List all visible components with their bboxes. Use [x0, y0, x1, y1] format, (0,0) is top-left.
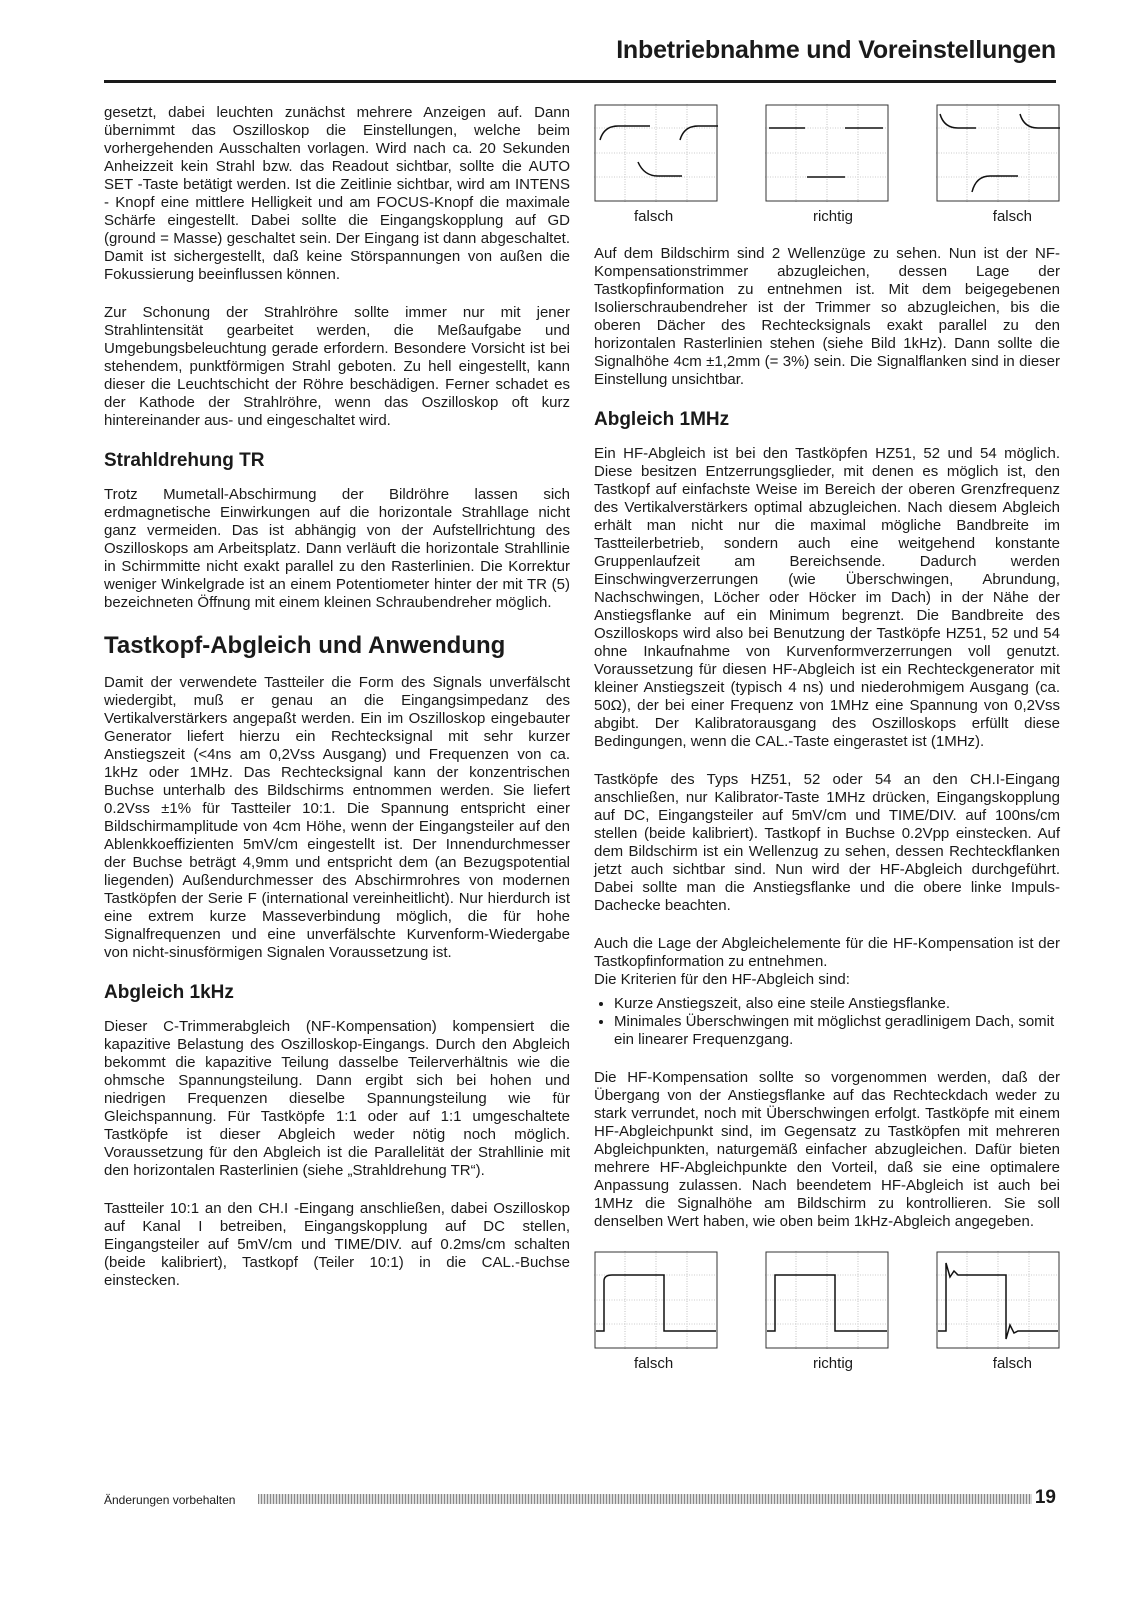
paragraph: gesetzt, dabei leuchten zunächst mehrere Anzeigen auf. Dann übernimmt das Oszilloskop die Einstellungen, welche beim vorhergehenden Ausschalten vorlagen. Wird nach ca. 20 Sekunden Anheizzeit kein Strahl bzw. das Readout sichtbar, sollte die AUTO SET -Taste betätigt werden. Ist die Zeitlinie sichtbar, wird am INTENS - Knopf eine mittlere Helligkeit und am FOCUS-Knopf die maximale Schärfe eingestellt. Dabei sollte die Eingangskopplung auf GD (ground = Masse) geschaltet sein. Der Eingang ist dann abgeschaltet. Damit ist sichergestellt, daß keine Störspannungen von außen die Fokussierung beeinflussen können. [104, 104, 570, 283]
footer-bar [258, 1494, 1032, 1504]
header-rule [104, 80, 1056, 83]
left-column [104, 104, 570, 1310]
caption-wrong: falsch [992, 1355, 1032, 1372]
scope-screen-correct [765, 104, 889, 202]
scope-screen-correct [765, 1251, 889, 1349]
criteria-list [594, 995, 1060, 1049]
chapter-heading: Tastkopf-Abgleich und Anwendung [104, 632, 506, 659]
paragraph: Auf dem Bildschirm sind 2 Wellenzüge zu sehen. Nun ist der NF-Kompensationstrimmer abzugleichen, dessen Lage der Tastkopfinformation zu entnehmen ist. Mit dem beigegebenen Isolierschraubendreher ist der Trimmer so abzugleichen, bis die oberen Dächer des Rechtecksignals exakt parallel zu den horizontalen Rasterlinien stehen (siehe Bild 1kHz). Dann sollte die Signalhöhe 4cm ±1,2mm (= 3%) sein. Die Signalflanken sind in dieser Einstellung unsichtbar. [594, 245, 1060, 388]
right-column [594, 104, 1060, 1372]
section-heading: Strahldrehung TR [104, 450, 265, 471]
scope-screen-wrong-rounded [594, 1251, 718, 1349]
figure-1mhz [594, 1251, 1060, 1349]
paragraph: Damit der verwendete Tastteiler die Form des Signals unverfälscht wiedergibt, muß er genau an die Eingangsimpedanz des Vertikalverstärkers angepaßt werden. Ein im Oszilloskop eingebauter Generator liefert hierzu ein Rechtecksignal mit sehr kurzer Anstiegszeit (<4ns am 0,2Vss Ausgang) und Frequenzen von ca. 1kHz oder 1MHz. Das Rechtecksignal kann der konzentrischen Buchse unterhalb des Bildschirms entnommen werden. Sie liefert 0.2Vss ±1% für Tastteiler 10:1. Die Spannung entspricht einer Bildschirmamplitude von 4cm Höhe, wenn der Eingangsteiler auf den Ablenkkoeffizienten 5mV/cm eingestellt ist. Der Innendurchmesser der Buchse beträgt 4,9mm und entspricht dem (an Bezugspotential liegenden) Außendurchmesser des Abschirmrohres von modernen Tastköpfen der Serie F (international vereinheitlicht). Nur hierdurch ist eine extrem kurze Masseverbindung möglich, die für hohe Signalfrequenzen und eine unverfälschte Kurvenform-Wiedergabe von nicht-sinusförmigen Signalen Voraussetzung ist. [104, 674, 570, 961]
scope-screen-wrong-overcompensated [594, 104, 718, 202]
footer-note: Änderungen vorbehalten [104, 1493, 236, 1507]
scope-screen-wrong-overshoot [936, 1251, 1060, 1349]
paragraph: Zur Schonung der Strahlröhre sollte immer nur mit jener Strahlintensität gearbeitet werden, die Meßaufgabe und Umgebungsbeleuchtung gerade erfordern. Besondere Vorsicht ist bei stehendem, punktförmigen Strahl geboten. Zu hell eingestellt, kann dieser die Leuchtschicht der Röhre beschädigen. Ferner schadet es der Kathode der Strahlröhre, wenn das Oszilloskop oft kurz hintereinander aus- und eingeschaltet wird. [104, 304, 570, 429]
section-heading: Abgleich 1kHz [104, 982, 234, 1003]
paragraph: Auch die Lage der Abgleichelemente für die HF-Kompensation ist der Tastkopfinformation zu entnehmen. [594, 935, 1060, 970]
caption-correct: richtig [812, 208, 853, 225]
scope-screen-wrong-undercompensated [936, 104, 1060, 202]
paragraph: Die Kriterien für den HF-Abgleich sind: [594, 971, 850, 988]
caption-correct: richtig [812, 1355, 853, 1372]
paragraph: Tastköpfe des Typs HZ51, 52 oder 54 an den CH.I-Eingang anschließen, nur Kalibrator-Taste 1MHz drücken, Eingangskopplung auf DC, Eingangsteiler auf 5mV/cm und TIME/DIV. auf 100ns/cm stellen (beide kalibriert). Tastkopf in Buchse 0.2Vpp einstecken. Auf dem Bildschirm ist ein Wellenzug zu sehen, dessen Rechteckflanken jetzt auch sichtbar sind. Nun wird der HF-Abgleich durchgeführt. Dabei sollte man die Anstiegsflanke und die obere linke Impuls-Dachecke beachten. [594, 771, 1060, 914]
list-item: • Minimales Überschwingen mit möglichst geradlinigem Dach, somit ein linearer Frequenzgang. [614, 1013, 1060, 1049]
paragraph: Trotz Mumetall-Abschirmung der Bildröhre lassen sich erdmagnetische Einwirkungen auf die horizontale Strahllage nicht ganz vermeiden. Das ist abhängig von der Aufstellrichtung des Oszilloskops am Arbeitsplatz. Dann verläuft die horizontale Strahllinie in Schirmmitte nicht exakt parallel zu den Rasterlinien. Die Korrektur weniger Winkelgrade ist an einem Potentiometer hinter der mit TR (5) bezeichneten Öffnung mit einem kleinen Schraubendreher möglich. [104, 486, 570, 611]
caption-wrong: falsch [634, 1355, 674, 1372]
list-item: • Kurze Anstiegszeit, also eine steile Anstiegsflanke. [614, 995, 1060, 1013]
caption-wrong: falsch [634, 208, 674, 225]
figure-1khz-captions [594, 208, 1060, 225]
page-number: 19 [1034, 1487, 1056, 1508]
paragraph: Dieser C-Trimmerabgleich (NF-Kompensation) kompensiert die kapazitive Belastung des Oszilloskop-Eingangs. Durch den Abgleich bekommt die kapazitive Teilung dasselbe Teilerverhältnis wie die ohmsche Spannungsteilung. Dann ergibt sich bei hohen und niedrigen Frequenzen dieselbe Spannungsteilung wie für Gleichspannung. Für Tastköpfe 1:1 oder auf 1:1 umgeschaltete Tastköpfe ist dieser Abgleich weder nötig noch möglich. Voraussetzung für den Abgleich ist die Parallelität der Strahllinie mit den horizontalen Rasterlinien (siehe „Strahldrehung TR“). [104, 1018, 570, 1179]
figure-1mhz-captions [594, 1355, 1060, 1372]
paragraph: Tastteiler 10:1 an den CH.I -Eingang anschließen, dabei Oszilloskop auf Kanal I betreiben, Eingangskopplung auf DC stellen, Eingangsteiler auf 5mV/cm und TIME/DIV. auf 0.2ms/cm schalten (beide kalibriert), Tastkopf (Teiler 10:1) in die CAL.-Buchse einstecken. [104, 1200, 570, 1289]
page-title: Inbetriebnahme und Voreinstellungen [616, 36, 1056, 64]
caption-wrong: falsch [992, 208, 1032, 225]
paragraph: Die HF-Kompensation sollte so vorgenommen werden, daß der Übergang von der Anstiegsflanke auf das Rechteckdach weder zu stark verrundet, noch mit Überschwingen erfolgt. Tastköpfe mit einem HF-Abgleichpunkt sind, im Gegensatz zu Tastköpfen mit mehreren Abgleichpunkten, naturgemäß einfacher abzugleichen. Dafür bieten mehrere HF-Abgleichpunkte den Vorteil, daß sie eine optimalere Anpassung zulassen. Nach beendetem HF-Abgleich ist auch bei 1MHz die Signalhöhe am Bildschirm zu kontrollieren. Sie soll denselben Wert haben, wie oben beim 1kHz-Abgleich angegeben. [594, 1069, 1060, 1230]
section-heading: Abgleich 1MHz [594, 409, 730, 430]
figure-1khz [594, 104, 1060, 202]
paragraph: Ein HF-Abgleich ist bei den Tastköpfen HZ51, 52 und 54 möglich. Diese besitzen Entzerrungsglieder, mit denen es möglich ist, den Tastkopf auf einfachste Weise im Bereich der oberen Grenzfrequenz des Vertikalverstärkers optimal abzugleichen. Nach diesem Abgleich erhält man nicht nur die maximal mögliche Bandbreite im Tastteilerbetrieb, sondern auch eine weitgehend konstante Gruppenlaufzeit am Bereichsende. Dadurch werden Einschwingverzerrungen (wie Überschwingen, Abrundung, Nachschwingen, Löcher oder Höcker im Dach) in der Nähe der Anstiegsflanke auf ein Minimum begrenzt. Die Bandbreite des Oszilloskops wird also bei Benutzung der Tastköpfe HZ51, 52 und 54 ohne Inkaufnahme von Kurvenformverzerrungen voll genutzt. Voraussetzung für diesen HF-Abgleich ist ein Rechteckgenerator mit kleiner Anstiegszeit (typisch 4 ns) und niederohmigem Ausgang (ca. 50Ω), der bei einer Frequenz von 1MHz eine Spannung von 0,2Vss abgibt. Der Kalibratorausgang des Oszilloskops erfüllt diese Bedingungen, wenn die CAL.-Taste eingerastet ist (1MHz). [594, 445, 1060, 750]
